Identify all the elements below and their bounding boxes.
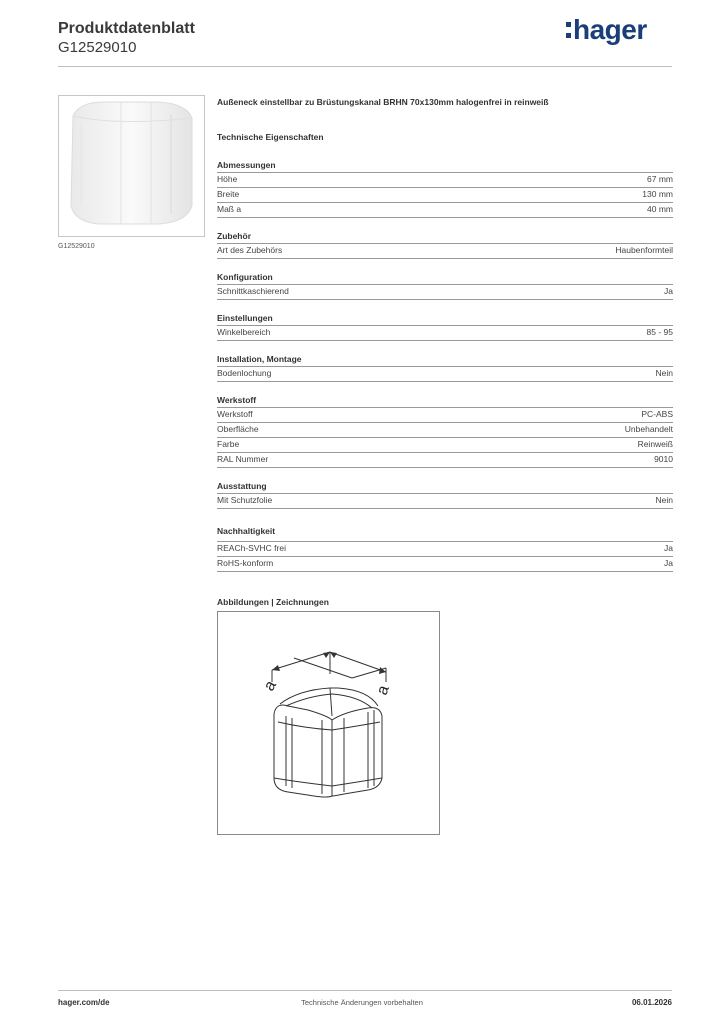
- property-label: RAL Nummer: [217, 454, 269, 464]
- technical-properties-heading: Technische Eigenschaften: [217, 132, 324, 142]
- product-description: Außeneck einstellbar zu Brüstungskanal BRHN 70x130mm halogenfrei in reinweiß: [217, 97, 549, 107]
- property-label: Farbe: [217, 439, 240, 449]
- property-label: Schnittkaschierend: [217, 286, 289, 296]
- section-title: Ausstattung: [217, 481, 267, 491]
- section-title: Werkstoff: [217, 395, 257, 405]
- property-value: Ja: [664, 543, 673, 553]
- property-row: [217, 187, 673, 202]
- section-material: [217, 394, 673, 468]
- section-title: Zubehör: [217, 231, 251, 241]
- property-label: Oberfläche: [217, 424, 259, 434]
- technical-drawing: [217, 611, 440, 835]
- property-row: [217, 541, 673, 556]
- property-value: Ja: [664, 558, 673, 568]
- section-sustainability: [217, 525, 673, 572]
- header-divider: [58, 66, 672, 67]
- property-value: Reinweiß: [637, 439, 673, 449]
- footer-date: 06.01.2026: [631, 998, 672, 1007]
- footer-notice: Technische Änderungen vorbehalten: [301, 998, 423, 1007]
- section-title: Nachhaltigkeit: [217, 526, 276, 536]
- logo-colon-icon: [566, 22, 571, 38]
- product-thumbnail: [58, 95, 205, 237]
- section-title: Installation, Montage: [217, 354, 302, 364]
- section-title: Einstellungen: [217, 313, 273, 323]
- property-value: 67 mm: [647, 174, 673, 184]
- drawings-heading: Abbildungen | Zeichnungen: [217, 597, 329, 607]
- section-settings: [217, 312, 673, 341]
- property-label: Werkstoff: [217, 409, 253, 419]
- property-row: [217, 366, 673, 382]
- footer-website-link[interactable]: hager.com/de: [58, 998, 110, 1007]
- property-row: [217, 284, 673, 300]
- corner-drawing-icon: [218, 612, 439, 834]
- property-value: 9010: [654, 454, 673, 464]
- section-title: Konfiguration: [217, 272, 273, 282]
- property-value: 130 mm: [642, 189, 673, 199]
- property-row: [217, 452, 673, 468]
- product-photo-icon: [59, 96, 204, 236]
- article-number: G12529010: [58, 39, 137, 56]
- property-row: [217, 325, 673, 341]
- property-label: Art des Zubehörs: [217, 245, 283, 255]
- section-title: Abmessungen: [217, 160, 276, 170]
- section-dimensions: [217, 159, 673, 218]
- product-details: [217, 96, 673, 835]
- property-row: [217, 556, 673, 572]
- property-value: Nein: [655, 495, 673, 505]
- property-row: [217, 243, 673, 259]
- property-label: RoHS-konform: [217, 558, 274, 568]
- property-value: Haubenformteil: [615, 245, 673, 255]
- property-row: [217, 172, 673, 187]
- property-row: [217, 422, 673, 437]
- property-label: Höhe: [217, 174, 238, 184]
- property-label: Breite: [217, 189, 240, 199]
- dimension-label-right: a: [373, 683, 393, 698]
- hager-logo: [566, 14, 647, 46]
- property-row: [217, 202, 673, 218]
- section-equipment: [217, 480, 673, 509]
- property-value: PC-ABS: [641, 409, 673, 419]
- thumbnail-caption: G12529010: [58, 243, 95, 250]
- property-row: [217, 493, 673, 509]
- property-label: Mit Schutzfolie: [217, 495, 273, 505]
- property-value: 40 mm: [647, 204, 673, 214]
- document-title: Produktdatenblatt: [58, 20, 195, 37]
- property-label: REACh-SVHC frei: [217, 543, 286, 553]
- property-value: Ja: [664, 286, 673, 296]
- logo-wordmark: hager: [573, 14, 647, 45]
- property-value: 85 - 95: [646, 327, 673, 337]
- section-configuration: [217, 271, 673, 300]
- property-value: Unbehandelt: [624, 424, 673, 434]
- property-label: Winkelbereich: [217, 327, 271, 337]
- property-value: Nein: [655, 368, 673, 378]
- section-accessory: [217, 230, 673, 259]
- property-row: [217, 407, 673, 422]
- property-label: Bodenlochung: [217, 368, 272, 378]
- property-row: [217, 437, 673, 452]
- section-installation: [217, 353, 673, 382]
- dimension-label-left: a: [260, 677, 280, 694]
- footer-divider: [58, 990, 672, 991]
- property-label: Maß a: [217, 204, 242, 214]
